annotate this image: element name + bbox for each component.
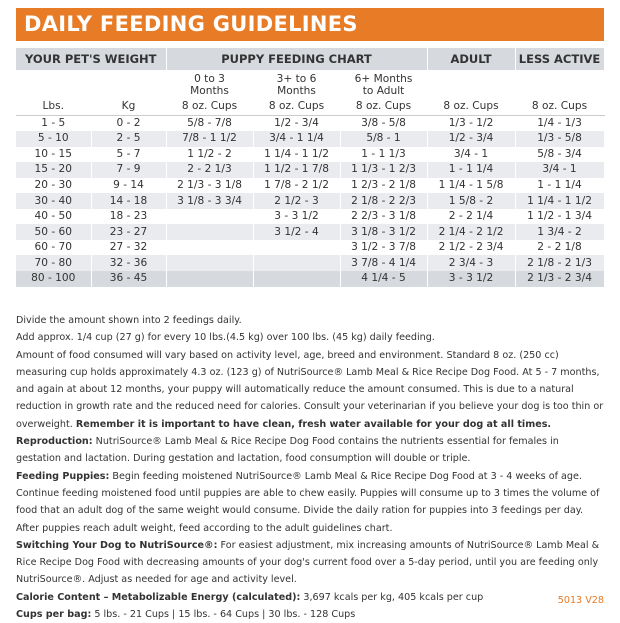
weight-cell: 1 - 5 — [16, 115, 91, 131]
weight-cell: 60 - 70 — [16, 240, 91, 256]
cups-cell: 3 1/8 - 3 1/2 — [340, 224, 427, 240]
table-row — [16, 240, 604, 256]
cups-cell: 1/2 - 3/4 — [253, 115, 340, 131]
weight-cell: 15 - 20 — [16, 162, 91, 178]
weight-cell: 20 - 30 — [16, 178, 91, 194]
cups-cell: 2 3/4 - 3 — [427, 255, 515, 271]
puppies-label: Feeding Puppies: — [16, 470, 110, 482]
cups-cell: 2 1/2 - 3 — [253, 193, 340, 209]
cups-cell: 1 1/4 - 1 5/8 — [427, 178, 515, 194]
unit-label: Kg — [91, 99, 166, 115]
cups-cell: 1 1/2 - 1 7/8 — [253, 162, 340, 178]
cups-cell: 4 1/4 - 5 — [340, 271, 427, 287]
reproduction-text: NutriSource® Lamb Meal & Rice Recipe Dog Food contains the nutrients essential for females in gestation and lactation. During gestation and lactation, food consumption will double or triple. — [16, 436, 559, 465]
note-switching — [16, 537, 606, 589]
weight-cell: 14 - 18 — [91, 193, 166, 209]
empty-cell — [427, 70, 515, 99]
cups-cell: 3 - 3 1/2 — [427, 271, 515, 287]
table-row — [16, 131, 604, 147]
cups-cell: 3 1/2 - 3 7/8 — [340, 240, 427, 256]
weight-cell: 7 - 9 — [91, 162, 166, 178]
cups-cell: 1 7/8 - 2 1/2 — [253, 178, 340, 194]
cups-cell — [166, 224, 253, 240]
cups-cell: 3 7/8 - 4 1/4 — [340, 255, 427, 271]
age-group-header: 3+ to 6 Months — [253, 70, 340, 99]
note-amount-text: Amount of food consumed will vary based on activity level, age, breed and environment. Standard 8 oz. (250 cc) measuring cup holds approximately 4.3 oz. (123 g) of NutriSource® Lamb Meal & Rice Recipe Dog Food. At 5 - 7 months, and again at about 12 months, your puppy will automatically reduce the amount consumed. This is due to a natural reduction in growth rate and the reduced need for calories. Consult your veterinarian if you believe your dog is too thin or overweight. — [16, 349, 604, 430]
note-calorie — [16, 589, 606, 606]
calorie-text: 3,697 kcals per kg, 405 kcals per cup — [303, 591, 484, 603]
cups-cell: 2 1/8 - 2 2/3 — [340, 193, 427, 209]
note-amount — [16, 347, 606, 433]
cups-cell: 5/8 - 7/8 — [166, 115, 253, 131]
switch-text: For easiest adjustment, mix increasing amounts of NutriSource® Lamb Meal & Rice Recipe Dog Food with decreasing amounts of your dog's current food over a 5-day period, until you are feeding only NutriSource®. Adjust as needed for age and activity level. — [16, 539, 600, 586]
cups-cell: 3 1/8 - 3 3/4 — [166, 193, 253, 209]
weight-cell: 40 - 50 — [16, 209, 91, 225]
page-title: DAILY FEEDING GUIDELINES — [24, 12, 358, 36]
weight-column-header: YOUR PET'S WEIGHT — [16, 48, 166, 70]
note-puppies — [16, 468, 606, 537]
table-row — [16, 115, 604, 131]
feeding-notes — [16, 312, 606, 623]
age-group-header: 0 to 3 Months — [166, 70, 253, 99]
table-row — [16, 162, 604, 178]
unit-label: 8 oz. Cups — [253, 99, 340, 115]
table-row — [16, 271, 604, 287]
weight-cell: 5 - 10 — [16, 131, 91, 147]
weight-cell: 0 - 2 — [91, 115, 166, 131]
table-header-row — [16, 48, 604, 70]
feeding-table — [16, 48, 605, 287]
cups-cell — [253, 255, 340, 271]
weight-cell: 32 - 36 — [91, 255, 166, 271]
note-add: Add approx. 1/4 cup (27 g) for every 10 lbs.(4.5 kg) over 100 lbs. (45 kg) daily feeding. — [16, 332, 435, 344]
age-group-header: 6+ Months to Adult — [340, 70, 427, 99]
unit-label: 8 oz. Cups — [427, 99, 515, 115]
cups-cell: 3/4 - 1 — [427, 147, 515, 163]
cups-cell: 1 1/4 - 1 1/2 — [515, 193, 604, 209]
cups-cell: 1 - 1 1/3 — [340, 147, 427, 163]
note-cups — [16, 606, 606, 623]
table-row — [16, 255, 604, 271]
age-group-row — [16, 70, 604, 99]
unit-label: 8 oz. Cups — [340, 99, 427, 115]
cups-cell: 3/8 - 5/8 — [340, 115, 427, 131]
cups-cell: 1/2 - 3/4 — [427, 131, 515, 147]
cups-cell: 3 - 3 1/2 — [253, 209, 340, 225]
weight-cell: 5 - 7 — [91, 147, 166, 163]
cups-cell — [166, 271, 253, 287]
cups-cell: 1/4 - 1/3 — [515, 115, 604, 131]
cups-cell — [166, 240, 253, 256]
cups-cell: 2 1/2 - 2 3/4 — [427, 240, 515, 256]
less-active-column-header: LESS ACTIVE — [515, 48, 604, 70]
cups-cell: 3/4 - 1 1/4 — [253, 131, 340, 147]
weight-cell: 70 - 80 — [16, 255, 91, 271]
cups-cell — [166, 209, 253, 225]
cups-cell: 3/4 - 1 — [515, 162, 604, 178]
weight-cell: 23 - 27 — [91, 224, 166, 240]
product-code: 5013 V28 — [557, 595, 604, 606]
note-water-bold: Remember it is important to have clean, fresh water available for your dog at all times. — [75, 418, 552, 430]
cups-cell: 1 3/4 - 2 — [515, 224, 604, 240]
weight-cell: 2 - 5 — [91, 131, 166, 147]
cups-cell: 5/8 - 3/4 — [515, 147, 604, 163]
table-row — [16, 147, 604, 163]
empty-cell — [515, 70, 604, 99]
puppy-column-header: PUPPY FEEDING CHART — [166, 48, 427, 70]
weight-cell: 50 - 60 — [16, 224, 91, 240]
cups-cell: 1 1/2 - 1 3/4 — [515, 209, 604, 225]
note-divide: Divide the amount shown into 2 feedings daily. — [16, 315, 242, 326]
puppies-text: Begin feeding moistened NutriSource® Lamb Meal & Rice Recipe Dog Food at 3 - 4 weeks of age. Continue feeding moistened food until puppies are able to chew easily. Puppies will consume up to 3 times the volume of food that an adult dog of the same weight would consume. Divide the daily ration for puppies into 3 feedings per day. After puppies reach adult weight, feed according to the adult guidelines chart. — [16, 470, 600, 534]
cups-cell: 1 - 1 1/4 — [515, 178, 604, 194]
cups-cell: 3 1/2 - 4 — [253, 224, 340, 240]
cups-cell: 1 1/4 - 1 1/2 — [253, 147, 340, 163]
weight-cell: 36 - 45 — [91, 271, 166, 287]
weight-cell: 80 - 100 — [16, 271, 91, 287]
cups-cell: 1 1/3 - 1 2/3 — [340, 162, 427, 178]
cups-cell: 1/3 - 1/2 — [427, 115, 515, 131]
cups-cell: 7/8 - 1 1/2 — [166, 131, 253, 147]
cups-cell: 1 1/2 - 2 — [166, 147, 253, 163]
cups-cell: 5/8 - 1 — [340, 131, 427, 147]
switch-label: Switching Your Dog to NutriSource®: — [16, 539, 218, 551]
title-banner — [16, 8, 604, 41]
calorie-label: Calorie Content – Metabolizable Energy (calculated): — [16, 591, 301, 603]
unit-label: Lbs. — [16, 99, 91, 115]
cups-cell — [253, 271, 340, 287]
weight-cell: 27 - 32 — [91, 240, 166, 256]
cups-cell: 2 1/3 - 2 3/4 — [515, 271, 604, 287]
cups-text: 5 lbs. - 21 Cups | 15 lbs. - 64 Cups | 30 lbs. - 128 Cups — [94, 609, 356, 621]
cups-cell: 1/3 - 5/8 — [515, 131, 604, 147]
empty-cell — [16, 70, 166, 99]
cups-cell — [166, 255, 253, 271]
table-row — [16, 193, 604, 209]
cups-cell: 2 2/3 - 3 1/8 — [340, 209, 427, 225]
table-row — [16, 224, 604, 240]
cups-cell: 2 - 2 1/8 — [515, 240, 604, 256]
cups-cell: 2 - 2 1/4 — [427, 209, 515, 225]
unit-label: 8 oz. Cups — [515, 99, 604, 115]
cups-cell: 2 1/8 - 2 1/3 — [515, 255, 604, 271]
weight-cell: 9 - 14 — [91, 178, 166, 194]
unit-label: 8 oz. Cups — [166, 99, 253, 115]
cups-cell: 1 - 1 1/4 — [427, 162, 515, 178]
units-row — [16, 99, 604, 115]
table-row — [16, 209, 604, 225]
cups-cell: 2 - 2 1/3 — [166, 162, 253, 178]
note-reproduction — [16, 433, 606, 468]
cups-cell — [253, 240, 340, 256]
weight-cell: 10 - 15 — [16, 147, 91, 163]
reproduction-label: Reproduction: — [16, 436, 93, 448]
cups-cell: 1 2/3 - 2 1/8 — [340, 178, 427, 194]
table-row — [16, 178, 604, 194]
feeding-rows — [16, 115, 604, 287]
weight-cell: 18 - 23 — [91, 209, 166, 225]
cups-cell: 2 1/4 - 2 1/2 — [427, 224, 515, 240]
cups-label: Cups per bag: — [16, 609, 92, 621]
cups-cell: 2 1/3 - 3 1/8 — [166, 178, 253, 194]
adult-column-header: ADULT — [427, 48, 515, 70]
weight-cell: 30 - 40 — [16, 193, 91, 209]
cups-cell: 1 5/8 - 2 — [427, 193, 515, 209]
